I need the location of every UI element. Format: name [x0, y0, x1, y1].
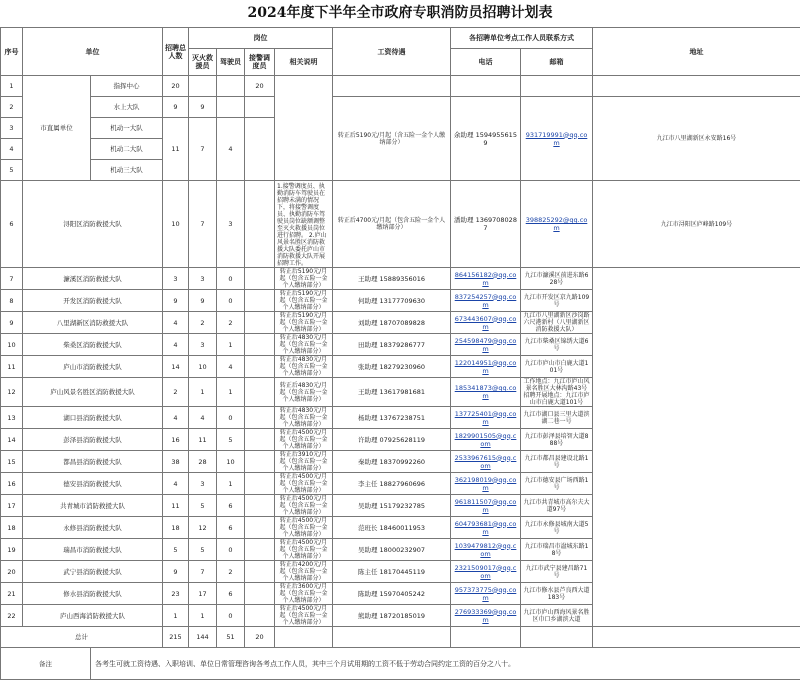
- table-row: [1, 76, 800, 97]
- contact-email[interactable]: 837254257@qq.com: [455, 293, 517, 309]
- row-index: 10: [1, 334, 23, 356]
- address: 九江市共青城市高尔夫大道97号: [521, 495, 593, 517]
- contact-email-cell[interactable]: [521, 181, 593, 268]
- total-count: 11: [163, 118, 189, 181]
- total-count: 14: [163, 356, 189, 378]
- empty-cell: [275, 627, 333, 648]
- unit-name: 湖口县消防救援大队: [23, 407, 163, 429]
- driver-count: 0: [217, 407, 245, 429]
- unit-name: 共青城市消防救援大队: [23, 495, 163, 517]
- contact-phone: 熊助理 18720185019: [333, 605, 451, 627]
- unit-name: 武宁县消防救援大队: [23, 561, 163, 583]
- address: 九江市湖口县三里大道滨湖二巷一号: [521, 407, 593, 429]
- row-index: 16: [1, 473, 23, 495]
- driver-count: 3: [217, 181, 245, 268]
- unit-name: 机动三大队: [91, 160, 163, 181]
- total-count: 9: [163, 290, 189, 312]
- header-unit: 单位: [23, 28, 163, 76]
- driver-count: [217, 76, 245, 97]
- dispatcher-count: [245, 583, 275, 605]
- dispatcher-count: [245, 290, 275, 312]
- firefighter-count: 1: [189, 378, 217, 407]
- total-count: 10: [163, 181, 189, 268]
- firefighter-count: 7: [189, 181, 217, 268]
- address: 九江市彭泽县培智大道888号: [521, 429, 593, 451]
- firefighter-count: 5: [189, 495, 217, 517]
- dispatcher-count: [245, 495, 275, 517]
- contact-email-cell[interactable]: [451, 356, 521, 378]
- table-row: [1, 334, 800, 356]
- firefighter-count: 17: [189, 583, 217, 605]
- unit-name: 八里湖新区消防救援大队: [23, 312, 163, 334]
- phone-empty: [451, 76, 521, 97]
- contact-email[interactable]: 185341873@qq.com: [455, 384, 517, 400]
- address: 九江市武宁县建昌路71号: [521, 561, 593, 583]
- row-index: 15: [1, 451, 23, 473]
- dispatcher-count: [245, 407, 275, 429]
- dispatcher-count: [245, 517, 275, 539]
- salary: 转正后4200元/月起（包含五险一金个人缴纳部分）: [275, 561, 333, 583]
- salary: 转正后4830元/月起（包含五险一金个人缴纳部分）: [275, 356, 333, 378]
- contact-email-cell[interactable]: [451, 583, 521, 605]
- table-row: [1, 97, 800, 118]
- driver-count: 4: [217, 118, 245, 181]
- salary: 转正后4500元/月起（包含五险一金个人缴纳部分）: [275, 517, 333, 539]
- header-row-1: [1, 28, 800, 49]
- driver-count: 0: [217, 268, 245, 290]
- unit-name: 机动二大队: [91, 139, 163, 160]
- total-count: 23: [163, 583, 189, 605]
- salary: 转正后3910元/月起（包含五险一金个人缴纳部分）: [275, 451, 333, 473]
- salary: 转正后4500元/月起（包含五险一金个人缴纳部分）: [275, 539, 333, 561]
- empty-cell: [333, 627, 451, 648]
- row-index: 18: [1, 517, 23, 539]
- contact-email[interactable]: 673443607@qq.com: [455, 315, 517, 331]
- header-dispatcher: 接警调度员: [245, 49, 275, 76]
- header-contact: 各招聘单位考点工作人员联系方式: [451, 28, 593, 49]
- row-index: 21: [1, 583, 23, 605]
- driver-count: 6: [217, 583, 245, 605]
- dispatcher-count: [245, 429, 275, 451]
- contact-email[interactable]: 276933369@qq.com: [455, 608, 517, 624]
- header-remarks: 相关说明: [275, 49, 333, 76]
- empty-cell: [593, 627, 800, 648]
- contact-email[interactable]: 1039479812@qq.com: [455, 542, 517, 558]
- total-count: 4: [163, 334, 189, 356]
- driver-count: 0: [217, 605, 245, 627]
- unit-name: 都昌县消防救援大队: [23, 451, 163, 473]
- contact-email[interactable]: 864156182@qq.com: [455, 271, 517, 287]
- row-index: 9: [1, 312, 23, 334]
- contact-phone: 田助理 18379286777: [333, 334, 451, 356]
- contact-email-cell[interactable]: [451, 290, 521, 312]
- firefighter-count: 5: [189, 539, 217, 561]
- remark-label: 备注: [1, 648, 91, 680]
- dispatcher-count: [245, 378, 275, 407]
- row-index: 22: [1, 605, 23, 627]
- recruitment-remarks: 1.接警调度员、执勤消防车驾驶员在招聘未满的情况下，将接警调度员、执勤消防车驾驶员岗位缺额调整至灭火救援员岗位进行招聘。 2.庐山风景名胜区消防救援大队委托庐山市消防救援大队开展招聘工作。: [275, 181, 333, 268]
- salary: 转正后5190元/月起（包含五险一金个人缴纳部分）: [275, 312, 333, 334]
- header-driver: 驾驶员: [217, 49, 245, 76]
- unit-name: 庐山市消防救援大队: [23, 356, 163, 378]
- contact-email-cell[interactable]: [451, 429, 521, 451]
- contact-email[interactable]: 137725401@qq.com: [455, 410, 517, 426]
- row-index: 5: [1, 160, 23, 181]
- salary: 转正后4500元/月起（包含五险一金个人缴纳部分）: [275, 429, 333, 451]
- total-count: 11: [163, 495, 189, 517]
- salary: 转正后4700元/月起（包含五险一金个人缴纳部分）: [333, 181, 451, 268]
- salary: 转正后3600元/月起（包含五险一金个人缴纳部分）: [275, 583, 333, 605]
- firefighter-count: 3: [189, 268, 217, 290]
- grand-firefighter: 144: [189, 627, 217, 648]
- contact-email-link[interactable]: [521, 97, 593, 181]
- header-total: 招聘总人数: [163, 28, 189, 76]
- row-index: 17: [1, 495, 23, 517]
- dispatcher-count: [245, 539, 275, 561]
- salary: 转正后4500元/月起（包含五险一金个人缴纳部分）: [275, 495, 333, 517]
- address: 工作地点：九江市庐山风景名胜区大林沟路43号 招聘开展地点：九江市庐山市白鹿大道101号: [521, 378, 593, 407]
- contact-email[interactable]: 931719991@qq.com: [526, 131, 588, 147]
- table-row: [1, 290, 800, 312]
- total-count: 5: [163, 539, 189, 561]
- unit-name: 彭泽县消防救援大队: [23, 429, 163, 451]
- firefighter-count: 3: [189, 473, 217, 495]
- header-address: 地址: [593, 28, 800, 76]
- table-row: [1, 561, 800, 583]
- table-row: [1, 407, 800, 429]
- address: 九江市庐山西海风景名胜区巾口乡湖滨大道: [521, 605, 593, 627]
- total-count: 20: [163, 76, 189, 97]
- dispatcher-count: [245, 356, 275, 378]
- contact-phone: 吴助理 15179232785: [333, 495, 451, 517]
- contact-email[interactable]: 604793681@qq.com: [455, 520, 517, 536]
- table-row: [1, 429, 800, 451]
- driver-count: 0: [217, 539, 245, 561]
- address: 九江市八里湖新区永安路16号: [593, 97, 800, 181]
- firefighter-count: 11: [189, 429, 217, 451]
- empty-cell: [451, 627, 521, 648]
- row-index: 7: [1, 268, 23, 290]
- contact-email-cell[interactable]: [451, 495, 521, 517]
- table-row: [1, 378, 800, 407]
- driver-count: [217, 97, 245, 118]
- unit-name: 庐山风景名胜区消防救援大队: [23, 378, 163, 407]
- table-row: [1, 312, 800, 334]
- contact-email[interactable]: 2533967615@qq.com: [455, 454, 517, 470]
- contact-phone: 余助理 15949556159: [451, 97, 521, 181]
- unit-name: 庐山西海消防救援大队: [23, 605, 163, 627]
- grand-driver: 51: [217, 627, 245, 648]
- total-label: 总计: [1, 627, 163, 648]
- unit-name: 柴桑区消防救援大队: [23, 334, 163, 356]
- driver-count: 4: [217, 356, 245, 378]
- row-index: 6: [1, 181, 23, 268]
- firefighter-count: 12: [189, 517, 217, 539]
- driver-count: 2: [217, 561, 245, 583]
- firefighter-count: 3: [189, 334, 217, 356]
- header-index: 序号: [1, 28, 23, 76]
- driver-count: 0: [217, 290, 245, 312]
- firefighter-count: [189, 76, 217, 97]
- header-salary: 工资待遇: [333, 28, 451, 76]
- row-index: 14: [1, 429, 23, 451]
- contact-phone: 陈主任 18170445119: [333, 561, 451, 583]
- row-index: 1: [1, 76, 23, 97]
- row-index: 20: [1, 561, 23, 583]
- unit-name: 指挥中心: [91, 76, 163, 97]
- total-count: 4: [163, 312, 189, 334]
- address: 九江市庐山市白鹿大道101号: [521, 356, 593, 378]
- driver-count: 1: [217, 378, 245, 407]
- contact-email-cell[interactable]: [451, 312, 521, 334]
- table-row: [1, 539, 800, 561]
- driver-count: 2: [217, 312, 245, 334]
- remark-row: [1, 648, 800, 680]
- contact-phone: 秦助理 18370992260: [333, 451, 451, 473]
- unit-name: 机动一大队: [91, 118, 163, 139]
- contact-phone: 吴助理 18000232907: [333, 539, 451, 561]
- contact-email[interactable]: 961811507@qq.com: [455, 498, 517, 514]
- row-index: 13: [1, 407, 23, 429]
- table-row: [1, 356, 800, 378]
- total-count: 9: [163, 97, 189, 118]
- contact-email-cell[interactable]: [451, 378, 521, 407]
- contact-email-cell[interactable]: [451, 605, 521, 627]
- firefighter-count: 1: [189, 605, 217, 627]
- dispatcher-count: [245, 312, 275, 334]
- grand-total: 215: [163, 627, 189, 648]
- total-count: 4: [163, 407, 189, 429]
- contact-email-cell[interactable]: [451, 451, 521, 473]
- contact-email[interactable]: 398825292@qq.com: [526, 216, 588, 232]
- dispatcher-count: [245, 268, 275, 290]
- table-row: [1, 605, 800, 627]
- salary: 转正后5190元/月起（包含五险一金个人缴纳部分）: [275, 290, 333, 312]
- salary: 转正后5190元/月起（包含五险一金个人缴纳部分）: [275, 268, 333, 290]
- total-count: 18: [163, 517, 189, 539]
- dispatcher-count: [245, 118, 275, 181]
- address: 九江市永修县城南大道5号: [521, 517, 593, 539]
- salary: 转正后4830元/月起（包含五险一金个人缴纳部分）: [275, 407, 333, 429]
- total-count: 9: [163, 561, 189, 583]
- salary: 转正后4500元/月起（包含五险一金个人缴纳部分）: [275, 605, 333, 627]
- unit-name: 永修县消防救援大队: [23, 517, 163, 539]
- header-email: 邮箱: [521, 49, 593, 76]
- contact-email[interactable]: 957373775@qq.com: [455, 586, 517, 602]
- driver-count: 6: [217, 495, 245, 517]
- table-row: [1, 473, 800, 495]
- contact-email-cell[interactable]: [451, 268, 521, 290]
- row-index: 8: [1, 290, 23, 312]
- contact-phone: 王助理 15889356016: [333, 268, 451, 290]
- remark-text: 各考生可就工资待遇、入职培训、单位日常管理咨询各考点工作人员，其中三个月试用期的工资不低于劳动合同约定工资的百分之八十。: [91, 648, 800, 680]
- address: 九江市德安县广场西路1号: [521, 473, 593, 495]
- total-count: 4: [163, 473, 189, 495]
- header-phone: 电话: [451, 49, 521, 76]
- firefighter-count: 2: [189, 312, 217, 334]
- contact-phone: 许助理 07925628119: [333, 429, 451, 451]
- remarks-empty: [275, 76, 333, 181]
- contact-phone: 范班长 18460011953: [333, 517, 451, 539]
- row-index: 19: [1, 539, 23, 561]
- header-posts: 岗位: [189, 28, 333, 49]
- unit-name: 浔阳区消防救援大队: [23, 181, 163, 268]
- contact-email[interactable]: 122014951@qq.com: [455, 359, 517, 375]
- contact-email-cell[interactable]: [451, 334, 521, 356]
- contact-phone: 陈助理 15970405242: [333, 583, 451, 605]
- dispatcher-count: [245, 473, 275, 495]
- salary: 转正后4830元/月起（包含五险一金个人缴纳部分）: [275, 334, 333, 356]
- contact-email-cell[interactable]: [451, 407, 521, 429]
- group-label: 市直属单位: [23, 76, 91, 181]
- salary: 转正后4500元/月起（包含五险一金个人缴纳部分）: [275, 473, 333, 495]
- contact-email-cell[interactable]: [451, 539, 521, 561]
- total-count: 3: [163, 268, 189, 290]
- empty-cell: [521, 627, 593, 648]
- grand-dispatcher: 20: [245, 627, 275, 648]
- driver-count: 1: [217, 473, 245, 495]
- contact-phone: 李主任 18827960696: [333, 473, 451, 495]
- contact-phone: 潘助理 13697080287: [451, 181, 521, 268]
- table-row: [1, 181, 800, 268]
- unit-name: 瑞昌市消防救援大队: [23, 539, 163, 561]
- address: 九江市瑞昌市湓城东路18号: [521, 539, 593, 561]
- firefighter-count: 9: [189, 97, 217, 118]
- contact-email-cell[interactable]: [451, 517, 521, 539]
- row-index: 2: [1, 97, 23, 118]
- row-index: 3: [1, 118, 23, 139]
- address: 九江市濂溪区前进东路628号: [521, 268, 593, 290]
- address-empty: [593, 76, 800, 97]
- contact-phone: 何助理 13177709630: [333, 290, 451, 312]
- dispatcher-count: [245, 97, 275, 118]
- contact-email[interactable]: 254598479@qq.com: [455, 337, 517, 353]
- recruitment-table: [0, 27, 800, 680]
- total-count: 2: [163, 378, 189, 407]
- total-count: 38: [163, 451, 189, 473]
- header-firefighter: 灭火救援员: [189, 49, 217, 76]
- firefighter-count: 9: [189, 290, 217, 312]
- address: 九江市都昌县建设北路1号: [521, 451, 593, 473]
- address: 九江市浔阳区庐峰路109号: [593, 181, 800, 268]
- contact-email-cell[interactable]: [451, 561, 521, 583]
- total-count: 1: [163, 605, 189, 627]
- driver-count: 6: [217, 517, 245, 539]
- address: 九江市八里湖新区沙岗路六尺港新村（八里湖新区消防救援大队）: [521, 312, 593, 334]
- contact-email-cell[interactable]: [451, 473, 521, 495]
- dispatcher-count: 20: [245, 76, 275, 97]
- dispatcher-count: [245, 451, 275, 473]
- page-title: 2024年度下半年全市政府专职消防员招聘计划表: [0, 0, 800, 26]
- contact-email[interactable]: 1829901505@qq.com: [455, 432, 517, 448]
- row-index: 12: [1, 378, 23, 407]
- address: 九江市修水县芦良西大道183号: [521, 583, 593, 605]
- total-count: 16: [163, 429, 189, 451]
- row-index: 11: [1, 356, 23, 378]
- driver-count: 5: [217, 429, 245, 451]
- salary: 转正后5190元/月起（含五险一金个人缴纳部分）: [333, 97, 451, 181]
- email-empty: [521, 76, 593, 97]
- firefighter-count: 10: [189, 356, 217, 378]
- unit-name: 德安县消防救援大队: [23, 473, 163, 495]
- unit-name: 濂溪区消防救援大队: [23, 268, 163, 290]
- dispatcher-count: [245, 561, 275, 583]
- address: 九江市开发区京九路109号: [521, 290, 593, 312]
- dispatcher-count: [245, 334, 275, 356]
- driver-count: 10: [217, 451, 245, 473]
- table-row: [1, 583, 800, 605]
- table-row: [1, 495, 800, 517]
- firefighter-count: 7: [189, 561, 217, 583]
- firefighter-count: 7: [189, 118, 217, 181]
- salary: 转正后4830元/月起（包含五险一金个人缴纳部分）: [275, 378, 333, 407]
- unit-name: 修水县消防救援大队: [23, 583, 163, 605]
- total-row: [1, 627, 800, 648]
- dispatcher-count: [245, 605, 275, 627]
- firefighter-count: 28: [189, 451, 217, 473]
- firefighter-count: 4: [189, 407, 217, 429]
- unit-name: 开发区消防救援大队: [23, 290, 163, 312]
- address: 九江市柴桑区锦绣大道6号: [521, 334, 593, 356]
- table-row: [1, 517, 800, 539]
- contact-phone: 王助理 13617981681: [333, 378, 451, 407]
- driver-count: 1: [217, 334, 245, 356]
- unit-name: 水上大队: [91, 97, 163, 118]
- contact-email[interactable]: 2321509017@qq.com: [455, 564, 517, 580]
- table-row: [1, 268, 800, 290]
- contact-phone: 张助理 18279230960: [333, 356, 451, 378]
- salary-empty: [333, 76, 451, 97]
- row-index: 4: [1, 139, 23, 160]
- dispatcher-count: [245, 181, 275, 268]
- contact-phone: 刘助理 18707089828: [333, 312, 451, 334]
- contact-phone: 杨助理 13767238751: [333, 407, 451, 429]
- contact-email[interactable]: 362198019@qq.com: [455, 476, 517, 492]
- table-row: [1, 451, 800, 473]
